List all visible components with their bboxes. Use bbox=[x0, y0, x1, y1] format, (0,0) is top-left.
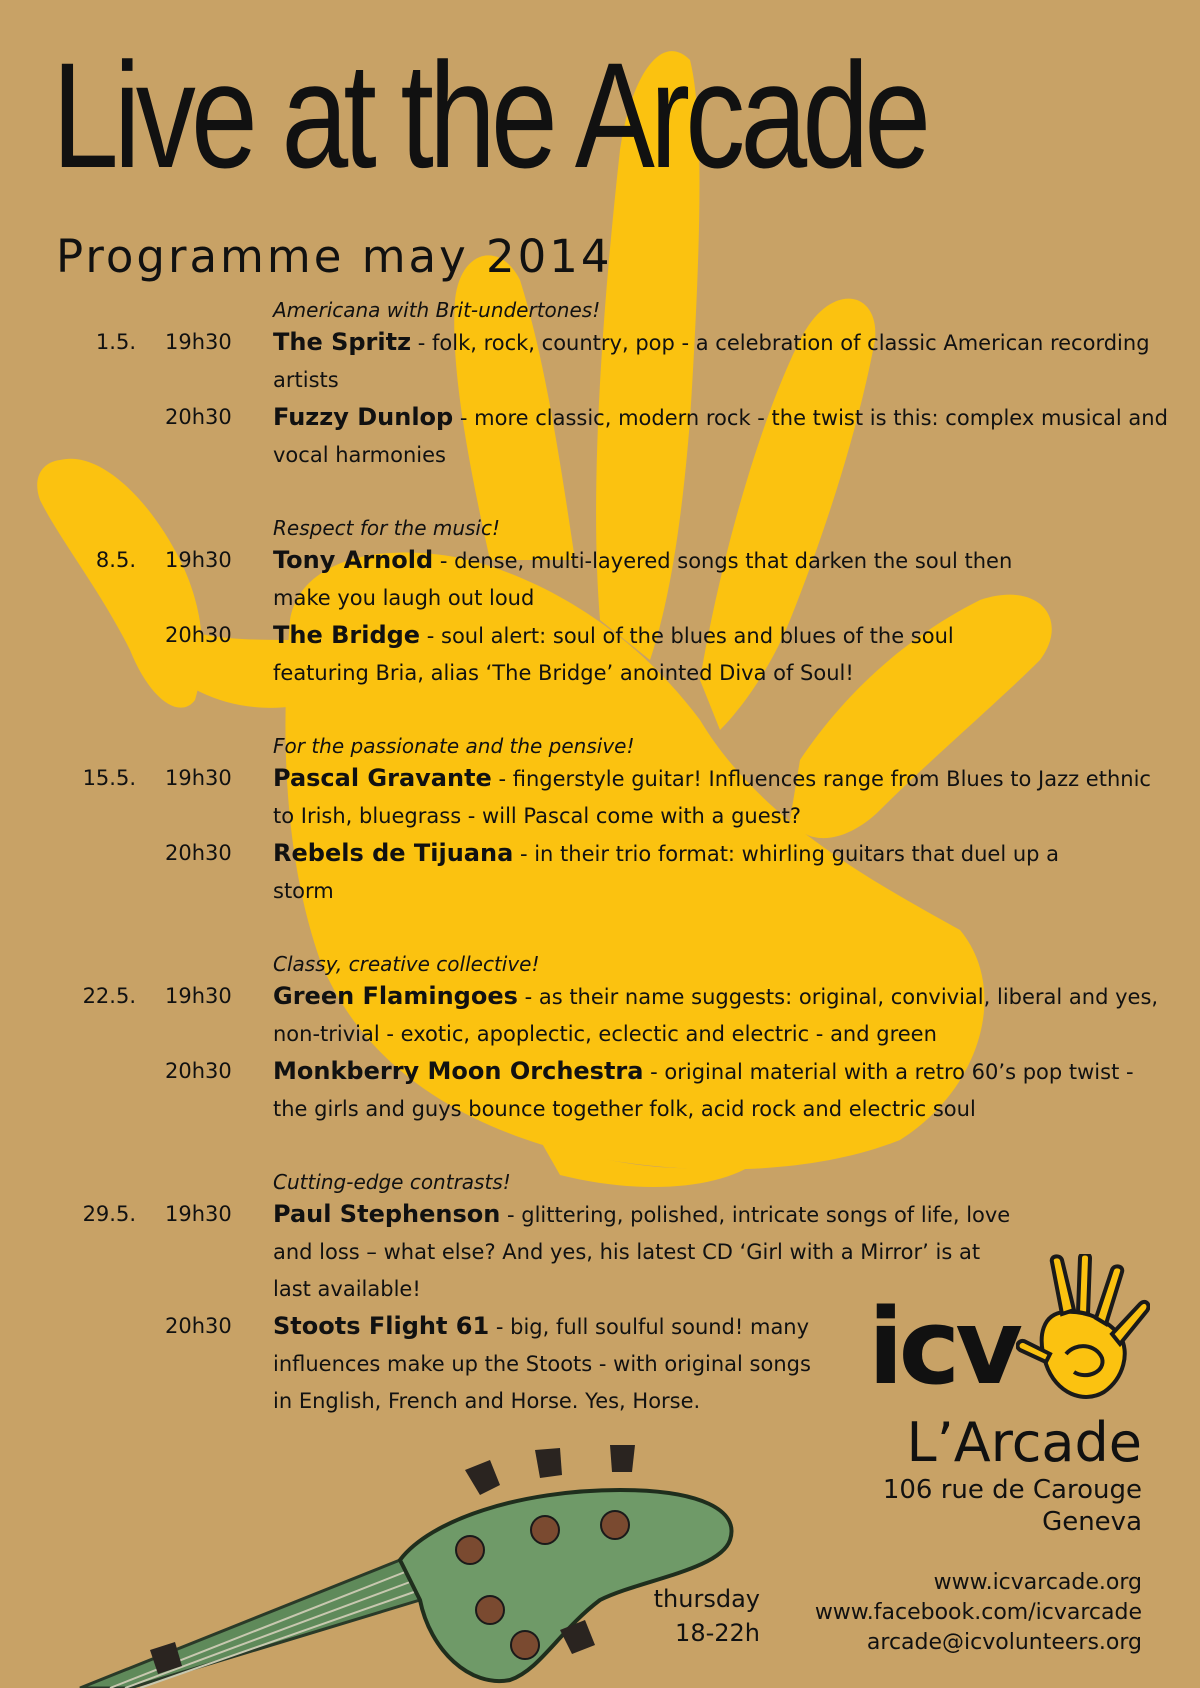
event-date: 29.5. bbox=[82, 1202, 136, 1226]
poster-title: Live at the Arcade bbox=[52, 31, 927, 199]
handprint-icon bbox=[1016, 1254, 1150, 1406]
website-link[interactable]: www.icvarcade.org bbox=[933, 1570, 1142, 1595]
band-description: - more classic, modern rock - the twist is this: complex musical and vocal harmonies bbox=[273, 406, 1168, 467]
guitar-headstock-icon bbox=[0, 1430, 800, 1688]
band-description: - folk, rock, country, pop - a celebration of classic American recording artists bbox=[273, 331, 1150, 392]
set-time: 20h30 bbox=[165, 623, 232, 647]
band-name: Fuzzy Dunlop bbox=[273, 403, 454, 431]
event-date: 1.5. bbox=[95, 330, 136, 354]
band-name: Green Flamingoes bbox=[273, 982, 518, 1010]
programme-day-group bbox=[0, 950, 1200, 1128]
performance-description bbox=[273, 399, 1173, 474]
performance-entry bbox=[0, 835, 1200, 910]
set-time: 20h30 bbox=[165, 1059, 232, 1083]
set-time: 19h30 bbox=[165, 766, 232, 790]
opening-time: 18-22h bbox=[675, 1619, 760, 1647]
venue-address-street: 106 rue de Carouge bbox=[882, 1475, 1142, 1505]
band-description: - soul alert: soul of the blues and blues of the soul featuring Bria, alias ‘The Bridge’ anointed Diva of Soul! bbox=[273, 624, 954, 685]
band-description: - as their name suggests: original, convivial, liberal and yes, non-trivial - exotic, apoplectic, eclectic and electric - and green bbox=[273, 985, 1159, 1046]
programme-day-group bbox=[0, 732, 1200, 910]
band-name: Pascal Gravante bbox=[273, 764, 492, 792]
opening-day: thursday bbox=[653, 1585, 760, 1613]
performance-description bbox=[273, 1053, 1173, 1128]
performance-entry bbox=[0, 542, 1200, 617]
day-tagline: Americana with Brit-undertones! bbox=[273, 298, 601, 322]
band-name: Rebels de Tijuana bbox=[273, 839, 514, 867]
set-time: 19h30 bbox=[165, 548, 232, 572]
band-name: Paul Stephenson bbox=[273, 1200, 501, 1228]
day-tagline: Classy, creative collective! bbox=[273, 952, 540, 976]
performance-entry bbox=[0, 1053, 1200, 1128]
poster-subtitle: Programme may 2014 bbox=[56, 230, 613, 283]
band-description: - big, full soulful sound! many influences make up the Stoots - with original songs in English, French and Horse. Yes, Horse. bbox=[273, 1315, 811, 1413]
set-time: 20h30 bbox=[165, 841, 232, 865]
band-description: - original material with a retro 60’s pop twist - the girls and guys bounce together folk, acid rock and electric soul bbox=[273, 1060, 1134, 1121]
day-tagline: Cutting-edge contrasts! bbox=[273, 1170, 511, 1194]
venue-block bbox=[883, 1412, 1142, 1538]
performance-description bbox=[273, 542, 1013, 617]
venue-name: L’Arcade bbox=[906, 1411, 1142, 1474]
programme-day-group bbox=[0, 514, 1200, 692]
performance-entry bbox=[0, 399, 1200, 474]
set-time: 19h30 bbox=[165, 1202, 232, 1226]
programme-day-group bbox=[0, 296, 1200, 474]
set-time: 20h30 bbox=[165, 1314, 232, 1338]
performance-entry bbox=[0, 617, 1200, 692]
band-description: - in their trio format: whirling guitars that duel up a storm bbox=[273, 842, 1060, 903]
facebook-link[interactable]: www.facebook.com/icvarcade bbox=[814, 1600, 1142, 1625]
set-time: 19h30 bbox=[165, 330, 232, 354]
band-name: The Spritz bbox=[273, 328, 412, 356]
band-description: - dense, multi-layered songs that darken the soul then make you laugh out loud bbox=[273, 549, 1013, 610]
day-tagline: Respect for the music! bbox=[273, 516, 501, 540]
performance-description bbox=[273, 324, 1173, 399]
contact-block bbox=[815, 1568, 1142, 1658]
event-date: 15.5. bbox=[82, 766, 136, 790]
venue-address-city: Geneva bbox=[1042, 1507, 1142, 1537]
band-name: Tony Arnold bbox=[273, 546, 434, 574]
performance-description bbox=[273, 617, 1013, 692]
band-description: - fingerstyle guitar! Influences range from Blues to Jazz ethnic to Irish, bluegrass - will Pascal come with a guest? bbox=[273, 767, 1151, 828]
event-date: 8.5. bbox=[95, 548, 136, 572]
band-description: - glittering, polished, intricate songs of life, love and loss – what else? And yes, his latest CD ‘Girl with a Mirror’ is at last available! bbox=[273, 1203, 1011, 1301]
performance-entry bbox=[0, 760, 1200, 835]
performance-entry bbox=[0, 978, 1200, 1053]
performance-description bbox=[273, 1308, 833, 1420]
band-name: The Bridge bbox=[273, 621, 421, 649]
day-tagline: For the passionate and the pensive! bbox=[273, 734, 635, 758]
performance-description bbox=[273, 978, 1173, 1053]
band-name: Stoots Flight 61 bbox=[273, 1312, 490, 1340]
performance-description bbox=[273, 760, 1173, 835]
set-time: 19h30 bbox=[165, 984, 232, 1008]
band-name: Monkberry Moon Orchestra bbox=[273, 1057, 644, 1085]
performance-description bbox=[273, 835, 1093, 910]
event-date: 22.5. bbox=[82, 984, 136, 1008]
email-link[interactable]: arcade@icvolunteers.org bbox=[866, 1630, 1142, 1655]
performance-entry bbox=[0, 324, 1200, 399]
icv-logo: icv bbox=[868, 1286, 1019, 1408]
set-time: 20h30 bbox=[165, 405, 232, 429]
